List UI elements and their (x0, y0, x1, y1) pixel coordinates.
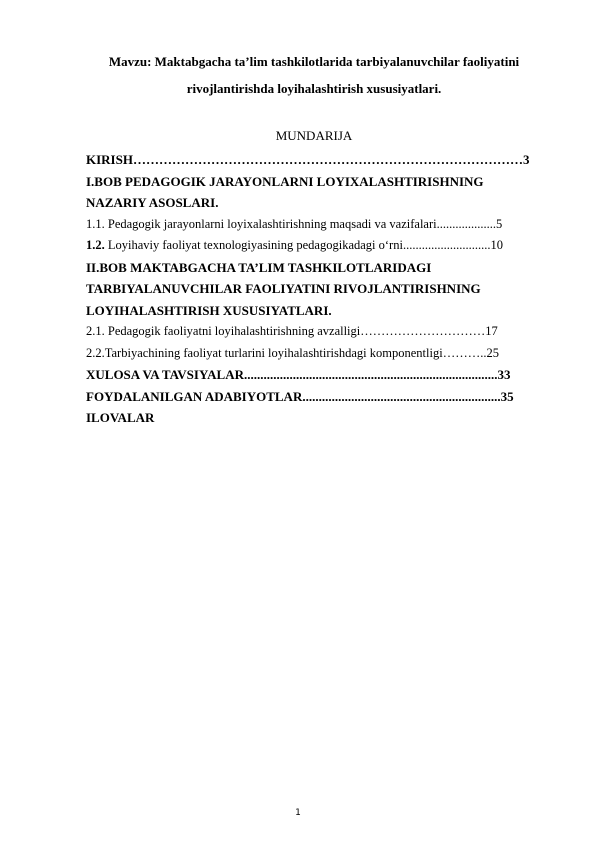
toc-entry-section-2-2: 2.2.Tarbiyachining faoliyat turlarini loyihalashtirishdagi komponentligi………..25 (86, 345, 499, 360)
toc-heading: MUNDARIJA (275, 128, 353, 143)
page-number: 1 (295, 808, 301, 818)
toc-entry-appendix: ILOVALAR (86, 410, 155, 425)
toc-entry-chapter-2-line-2: TARBIYALANUVCHILAR FAOLIYATINI RIVOJLANTIRISHNING (86, 281, 481, 296)
document-title (80, 48, 548, 102)
title-line-1: Mavzu: Maktabgacha ta’lim tashkilotlarida tarbiyalanuvchilar faoliyatini (108, 54, 520, 69)
toc-entry-kirish: KIRISH………………………………………………………………………………3 (86, 152, 530, 167)
toc-entry-conclusion: XULOSA VA TAVSIYALAR..............................................................................33 (86, 367, 511, 382)
toc-entry-section-1-2 (86, 235, 556, 257)
table-of-contents (86, 149, 556, 429)
toc-section-text: Loyihaviy faoliyat texnologiyasining pedagogikadagi o‘rni............................10 (107, 238, 503, 252)
toc-entry-references: FOYDALANILGAN ADABIYOTLAR.............................................................35 (86, 388, 514, 404)
toc-entry-chapter-1-line-2: NAZARIY ASOSLARI. (86, 195, 219, 210)
title-line-2: rivojlantirishda loyihalashtirish xususiyatlari. (186, 81, 442, 96)
toc-entry-section-1-1: 1.1. Pedagogik jarayonlarni loyixalashtirishning maqsadi va vazifalari...................5 (86, 216, 503, 231)
toc-entry-chapter-2-line-1: II.BOB MAKTABGACHA TA’LIM TASHKILOTLARIDAGI (86, 259, 432, 275)
toc-entry-chapter-1-line-1: I.BOB PEDAGOGIK JARAYONLARNI LOYIXALASHTIRISHNING (86, 173, 484, 189)
toc-section-number: 1.2. (86, 238, 105, 252)
toc-entry-chapter-2-line-3: LOYIHALASHTIRISH XUSUSIYATLARI. (86, 302, 332, 318)
toc-entry-section-2-1: 2.1. Pedagogik faoliyatni loyihalashtirishning avzalligi…………………………17 (86, 324, 498, 338)
